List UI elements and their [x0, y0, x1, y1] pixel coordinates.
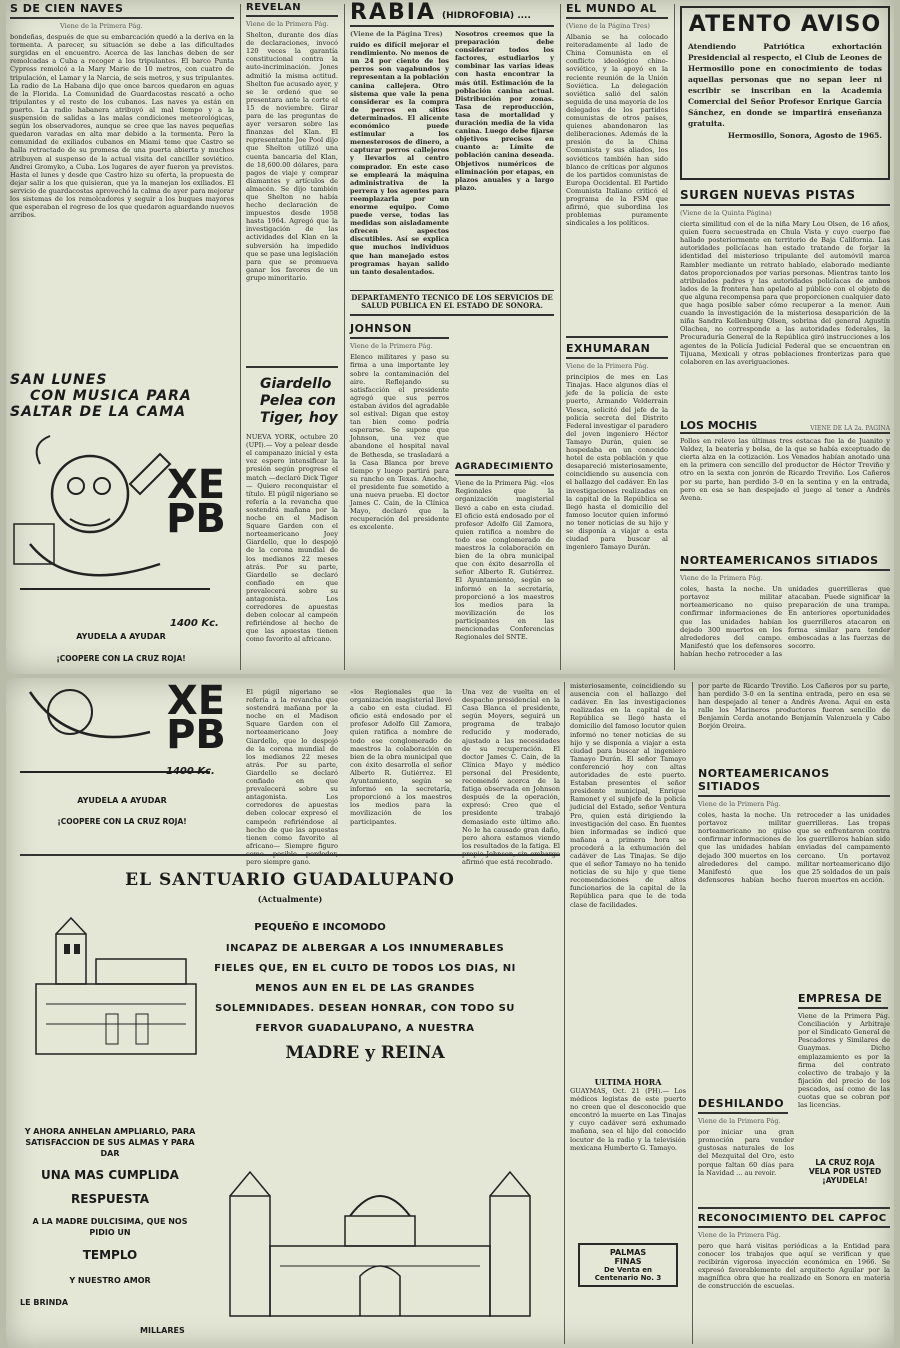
santuario-left8: MILLARES: [140, 1326, 185, 1335]
bottom-exhumaran-cont: [566, 678, 690, 1348]
deshilando-subhead: Viene de la Primera Pág.: [698, 1117, 781, 1126]
agradecimiento-header: AGRADECIMIENTO: [455, 460, 554, 476]
el-mundo-header: EL MUNDO AL: [566, 0, 668, 19]
station-call-letters: XEPB: [166, 678, 226, 758]
norte-sitiados-subhead: Viene de la Primera Pág.: [680, 574, 763, 583]
capfoc-body: pero que hará visitas periódicas a la Entidad para conocer los trabajos que aquí se verifican y que recibirán vigorosa inyección económica en 1966. Se expresó favorablemente del arquitecto Aguilar por la magnífica obra que ha realizado en Sonora en materia de construcción de escuelas.: [698, 1241, 890, 1291]
ultima-hora-body: GUAYMAS, Oct. 21 (PH).— Los médicos legistas de este puerto no creen que el desconocido que encontró la muerte en Las Tinajas y cuyo cadáver será exhumado mañana, sea el hijo del conocido locutor de la radio y la televisión mexicana Humberto G. Tamayo.: [570, 1087, 686, 1152]
santuario-left3: RESPUESTA: [71, 1192, 149, 1206]
column-right: [676, 0, 894, 674]
ad-cruz-roja: ¡COOPERE CON LA CRUZ ROJA!: [56, 654, 186, 663]
bottom-exhumaran-body: misteriosamente, coincidiendo su ausencia con el hallazgo del cadáver. En las investigaciones realizadas en la capital de la República se llegó hasta el domicilio del famoso locutor quien informó no tener noticias de su hijo y se disponía a viajar a esta ciudad para buscar al ingeniero Tamayo Durán. El señor Tamayo conferenció hoy con altas autoridades de este puerto. Estaban presentes el señor presidente municipal, Enrique Ramonet y el subjefe de la policía judicial del Estado, señor Ventura Pro, quien está dirigiendo la investigación del caso. En fuentes bien informadas se indicó que mañana a primera hora se procederá a la exhumación del cadáver de Las Tinajas. Se dijo que el señor Tamayo no ha tenido noticias de su hijo y que tiene recomendaciones de altos funcionarios de la capital de la República para que le de toda clase de facilidades.: [570, 682, 686, 909]
column-rule: [240, 4, 241, 670]
column-rule: [344, 4, 345, 670]
bottom-mochis-body: por parte de Ricardo Treviño. Los Cañeros por su parte, han perdido 3-0 en la sentina entrada, pero en esa se han despejado al tener a Andrés Avena. Aquí en esta ralle los Marineros productores fueron sencillo de Benjamín Cerda anotando Benjamín Valenzuela y Cabo Borjón Oreira.: [698, 682, 890, 731]
ad-ayudela: AYUDELA A AYUDAR: [77, 796, 167, 805]
lower-stories: [350, 314, 554, 662]
rabia-headline: [350, 0, 554, 27]
giardello-body: NUEVA YORK, octubre 20 (UPI).— Voy a pelear desde el campanazo inicial y esta vez espero intensificar la presión según progrese el match —declaró Dick Tiger— Quiero reconquistar el título. El púgil nigeriano se refería a la revancha que sostendrá mañana por la noche en el Madison Square Garden con el norteamericano Joey Giardello, que lo despojó de la corona mundial de los medianos 22 meses atrás. Por su parte, Giardello se declaró confiado en que prevalecerá sobre su antagonista. Los corredores de apuestas deben colocar al campeón refiriéndose al hecho de que las apuestas tienen como favorito al africano.: [246, 433, 338, 644]
nuevas-pistas-subhead: (Viene de la Quinta Página): [680, 209, 772, 217]
station-frequency: 1400 Kc.: [170, 618, 219, 629]
rabia-col-a: [350, 30, 449, 290]
bottom-newspaper-scan: [6, 678, 894, 1348]
santuario-left5: TEMPLO: [82, 1248, 138, 1262]
nuevas-pistas-header: SURGEN NUEVAS PISTAS: [680, 186, 890, 206]
column-el-mundo: [562, 0, 672, 674]
santuario-ad: [20, 854, 560, 1340]
capfoc-header: RECONOCIMIENTO DEL CAPFOC: [698, 1207, 890, 1228]
bottom-norte-header: NORTEAMERICANOS SITIADOS: [698, 765, 890, 797]
revelan-body: Shelton, durante dos días de declaraciones, invocó 120 veces la garantía constitucional contra la auto-incriminación. Jones admitió la misma actitud. Shelton fue acusado ayer, y se le ordenó que se presentara ante la corte el 15 de noviembre. Girar para de las preguntas de ayer versaron sobre las finanzas del Klan. El representante Joe Pool dijo que Shelton utilizó una cuenta bancaria del Klan, de 18,600.00 dólares, para pagos de viaje y comprar diamantes y artículos de almacén. Se dijo también que Shelton no había hecho declaración de impuestos desde 1958 hasta 1964. Agregó que la investigación de las actividades del Klan en la subversión ha impedido que se pase una legislación para que se promueva ganar los favores de un grupo minoritario.: [246, 31, 338, 282]
cruz-line2: VELA POR USTED: [808, 1167, 882, 1176]
santuario-left7: LE BRINDA: [20, 1298, 69, 1307]
santuario-madre: MADRE y REINA: [285, 1043, 445, 1063]
santuario-left2: UNA MAS CUMPLIDA: [41, 1168, 179, 1182]
santuario-left6: Y NUESTRO AMOR: [69, 1276, 151, 1285]
station-logo: [166, 462, 226, 542]
ad-line-saltar: SALTAR DE LA CAMA: [10, 404, 187, 420]
palmas-line1: PALMAS: [609, 1248, 647, 1257]
norte-sitiados-body: coles, hasta la noche. Un portavoz militar norteamericano no quiso confirmar informaciones de que las unidades habían dejado 300 muertos en los alrededores del campo. Manifestó que los defensores habían hecho retroceder a las unidades guerrilleras que atacaban. Puede significar la preparación de una trampa. En anteriores oportunidades los guerrilleros atacaron en forma similar para tender emboscadas a las fuerzas de socorro.: [680, 585, 890, 658]
el-mundo-body: Albania se ha colocado reiteradamente al lado de China Comunista en el conflicto ideológico chino-soviético, y la apoyó en la reciente reunión de la Unión Soviética. La delegación soviética salió del salón seguida de una mayoría de los delegados de los partidos comunistas de otros países, quienes abandonaron las deliberaciones. Además de la presión de la China Comunista y sus aliados, los soviéticos también han sido blanco de críticas por algunos de los partidos comunistas de Europa Occidental. El Partido Comunista Italiano criticó el programa de la FSM que afirmó, que subordina los problemas puramente sindicales a los políticos.: [566, 33, 668, 228]
ad-line-musica: CON MUSICA PARA: [30, 388, 192, 404]
column-rule: [692, 682, 693, 1344]
column-rabia: [346, 0, 558, 674]
ad-ayudela: AYUDELA A AYUDAR: [76, 632, 166, 641]
column-rule: [564, 682, 565, 1344]
palmas-line3: De Venta en: [604, 1266, 652, 1274]
mochis-header: LOS MOCHIS: [680, 419, 758, 433]
rabia-header: RABIA: [350, 0, 436, 25]
column-rule: [674, 4, 675, 670]
bottom-giardello-cont: [242, 678, 342, 866]
santuario-line1: PEQUEÑO E INCOMODO: [254, 922, 386, 933]
palmas-line4: Centenario No. 3: [594, 1274, 662, 1282]
cruz-line1: LA CRUZ ROJA: [815, 1158, 875, 1167]
palmas-line2: FINAS: [614, 1257, 642, 1266]
bottom-giardello-body: El púgil nigeriano se refería a la revancha que sostendrá mañana por la noche en el Madison Square Garden con el norteamericano Joey Giardello, que lo despojó de la corona mundial de los medianos 22 meses atrás. Por su parte, Giardello se declaró confiado en que prevalecerá sobre su antagonista. Los corredores de apuestas deben colocar expresó el campeón refiriéndose al hecho de que las apuestas tienen como favorito al africano— Siempre figuro como posible perdedor, pero siempre gano.: [246, 688, 338, 866]
exhumaran-header: EXHUMARAN: [566, 336, 668, 359]
rabia-body-a: ruido es difícil mejorar el rendimiento. No menos de un 24 por ciento de los perros son vagabundos y representan a la población canina callejera. Otro sistema que vale la pena considerar es la compra de perros en sitios determinados. El alicente económico puede estimular a los menesterosos de dinero, a capturar perros callejeros y llevarlos al centro comprador. En este caso se empleará la máquina administrativa de la perrera y los agentes para reemplazarla por un enorme equipo. Como puede verse, todas las medidas son aisladamente ofrecen aspectos discutibles. Así se explica que muchos individuos que han manejado estos programas hayan salido un tanto desalentados.: [350, 41, 449, 276]
ad-cruz-roja: ¡COOPERE CON LA CRUZ ROJA!: [57, 817, 187, 826]
station-frequency: 1400 Kc.: [166, 766, 215, 777]
rabia-col-b: [455, 30, 554, 290]
cien-naves-subhead: Viene de la Primera Pág.: [60, 22, 143, 30]
church-illustration-top: [26, 914, 206, 1074]
bottom-norte-subhead: Viene de la Primera Pág.: [698, 800, 781, 808]
santuario-left4: A LA MADRE DULCISIMA, QUE NOS PIDIO UN: [32, 1217, 188, 1237]
rabia-header-sub: (HIDROFOBIA) ....: [441, 11, 531, 21]
johnson-story: [350, 320, 449, 662]
giardello-story: [246, 366, 338, 653]
santuario-sub: (Actualmente): [257, 894, 323, 904]
agradecimiento-body: Viene de la Primera Pág. «los Regionales que la organización magisterial llevó a cabo en esta ciudad. El oficio está endosado por el profesor Adolfo Gil Zamora, quien ratifica a nombre de todo ese conglomerado de maestros la colaboración en bien de la obra municipal que con éxito desarrolla el señor Alberto R. Gutiérrez. El Ayuntamiento, según se informó en la secretaría, proporcionó a los maestros los medios para la movilización de los participantes en las mencionadas Conferencias Regionales del SNTE.: [455, 479, 554, 642]
johnson-header: JOHNSON: [350, 320, 449, 339]
exhumaran-subhead: Viene de la Primera Pág.: [566, 362, 649, 371]
atento-aviso-box: [680, 6, 890, 180]
rabia-subhead: (Viene de la Página Tres): [350, 30, 443, 38]
bottom-johnson-cont: [458, 678, 564, 866]
bottom-agradecimiento-cont: [346, 678, 456, 828]
johnson-subhead: Viene de la Primera Pág.: [350, 342, 433, 351]
empresa-body: Viene de la Primera Pág. Conciliación y Arbitraje por el Sindicato General de Pescadores y Similares de Guaymas. Dicho emplazamiento es por la firma del contrato colectivo de trabajo y la fijación del precio de los pescados, así como de las cuotas que se cobran por las licencias.: [798, 1012, 890, 1110]
santuario-left1: Y AHORA ANHELAN AMPLIARLO, PARA SATISFACCION DE SUS ALMAS Y PARA DAR: [24, 1127, 196, 1158]
mochis-heading: [680, 419, 890, 434]
deshilando-header: DESHILANDO: [698, 1095, 788, 1114]
bottom-right-column: [694, 678, 894, 1348]
santuario-title: EL SANTUARIO GUADALUPANO: [125, 870, 455, 890]
cruz-roja-box: [802, 1158, 888, 1185]
column-revelan: [242, 0, 342, 674]
giardello-title: Giardello Pelea con Tiger, hoy: [260, 376, 338, 427]
rabia-body-b: Nosotros creemos que la preparación debe considerar todos los factores, estudiarlos y combinar las varias ideas con hasta encontrar la más útil. Estimación de la población canina actual. Distribución por zonas. Tasa de reproducción, tasa de mortalidad y duración media de la vida canina. Luego debe fijarse objetivos precisos en cuanto a: Límite de población canina deseada. Objetivos numéricos de eliminación por etapas, en plazos anuales y a largo plazo.: [455, 30, 554, 192]
column-rule: [560, 4, 561, 670]
aviso-body: Atendiendo Patriótica exhortación Presidencial al respecto, el Club de Leones de Hermosillo pone en conocimiento de todas aquellas personas que no sepan leer ni escribir se inscriban en la Academia Comercial del Señor Profesor Enrique García Sánchez, en donde se impartirá enseñanza gratuita.: [688, 42, 882, 128]
cruz-line3: ¡AYUDELA!: [822, 1176, 868, 1185]
xepb-radio-ad: [10, 372, 232, 672]
cien-naves-header: S DE CIEN NAVES: [10, 0, 234, 19]
mochis-body: Pollos en relevo las últimas tres estacas fue la de Juanito y Valdez, la beatería y bolsa, de la que se había exceptuado de cierta alza en la cotización. Los Venados habían anotado una en la primera con sencillo del productor de Héctor Treviño y otro en la sexta con jonrón de Ricardo Treviño. Los Cañeros por su parte, han perdido 3-0 en la sentina y en la entrada, pero en esa se han despejado el juego al tener a Andrés Avena.: [680, 437, 890, 502]
johnson-body: Elenco militares y paso su firma a una importante ley sobre la contaminación del aire. Reflejando su satisfacción el presidente agregó que sus perros estaban ávidos del agradable sol estival: Digan que estoy tan bien como podría esperarse. Se supone que Johnson, una vez que abandone el hospital naval de Bethesda, se trasladará a la Casa Blanca por breve tiempo y luego partirá para su rancho en Texas. Anoche, el presidente fue sometido a una nueva prueba. El doctor James C. Cain, de la Clínica Mayo, declaró que la recuperación del presidente es excelente.: [350, 353, 449, 532]
empresa-header: EMPRESA DE: [798, 990, 888, 1009]
church-illustration-bottom: [210, 1156, 550, 1326]
nuevas-pistas-body: cierta similitud con el de la niña Mary Lou Olsen, de 16 años, quien fuera secuestrada en Chula Vista y cuyo cuerpo fue hallado posteriormente en territorio de Baja California. Las autoridades policíacas han estado tratando de forjar la identidad del misterioso tripulante del automóvil marca Rambler mediante un retrato hablado, elaborado mediante datos proporcionados por varias personas. Mientras tanto los atribulados padres y las autoridades policíacas de ambos lados de la frontera han apelado al público con el objeto de que alguna recompensa para que proporcionen cualquier dato que haga posible saber cómo recuperar a la menor. Aun cuando la investigación de la misteriosa desaparición de la niña Sandra Kellenburg Olsen, sobrina del general Agustín Olachea, no corresponde a las autoridades federales, la Procuraduría General de la República giró instrucciones a los agentes de la Policía Judicial Federal que se encuentran en Tijuana, Mexicali y otras poblaciones fronterizas para que colaboren en las averiguaciones.: [680, 220, 890, 366]
top-newspaper-scan: [6, 0, 894, 674]
el-mundo-subhead: (Viene de la Página Tres): [566, 22, 650, 30]
ultima-hora-header: ULTIMA HORA: [594, 1077, 662, 1087]
palmas-finas-ad: [578, 1243, 678, 1287]
deshilando-body: por iniciar una gran promoción para vender gustosas naturales de los del Mezquital del Oro, esto porque faltan 60 días para la Navidad ... au revoir.: [698, 1128, 794, 1177]
rabia-columns: [350, 30, 554, 290]
revelan-header: REVELAN: [246, 0, 338, 17]
ad-line-san-lunes: SAN LUNES: [10, 372, 108, 388]
santuario-body: INCAPAZ DE ALBERGAR A LOS INNUMERABLES FIELES QUE, EN EL CULTO DE TODOS LOS DIAS, NI MENOS AUN EN EL DE LAS GRANDES SOLEMNIDADES. DESEAN HONRAR, CON TODO SU FERVOR GUADALUPANO, A NUESTRA: [214, 943, 516, 1034]
station-call-letters: XEPB: [166, 462, 226, 542]
capfoc-subhead: Viene de la Primera Pág.: [698, 1230, 781, 1239]
revelan-subhead: Viene de la Primera Pág.: [246, 20, 329, 28]
aviso-signature: Hermosillo, Sonora, Agosto de 1965.: [727, 131, 882, 140]
aviso-title: ATENTO AVISO: [688, 12, 882, 37]
bottom-agradecimiento-body: «los Regionales que la organización magisterial llevó a cabo en esta ciudad. El oficio está endosado por el profesor Adolfo Gil Zamora, quien ratifica a nombre de todo ese conglomerado de maestros la colaboración en bien de la obra municipal que con éxito desarrolla el señor Alberto R. Gutiérrez. El Ayuntamiento, según se informó en la secretaría, proporcionó a los maestros los medios para la movilización de los participantes.: [350, 688, 452, 826]
norte-sitiados-header: NORTEAMERICANOS SITIADOS: [680, 552, 890, 571]
mochis-subhead: VIENE DE LA 2a. PAGINA: [810, 425, 890, 433]
bottom-johnson-body: Una vez de vuelta en el despacho presidencial en la Casa Blanca el presidente, según Moyers, seguirá un programa de trabajo reducido y moderado, ajustado a las necesidades de su recuperación. El doctor James C. Cain, de la Clínica Mayo y médico personal del Presidente, recomendó acerca de la fatiga observada en Johnson después de la operación, expresó: Creo que el presidente trabajó demasiado este último año. No le ha causado gran daño, pero ahora estamos viendo los resultados de la fatiga. El propio Johnson, sin embargo afirmó que está recobrado.: [462, 688, 560, 866]
exhumaran-body: principios de mes en Las Tinajas. Hace algunos días el jefe de la policía de este puerto, Armando Velderrain Viesca, solicitó del jefe de la policía secreta del Distrito Federal investigar el paradero del joven ingeniero Héctor Tamayo Durán, quien se hospedaba en un conocido hotel de esta población y que desapareció misteriosamente, coincidiendo su ausencia con el hallazgo del cadáver. En las investigaciones realizadas en la capital de la República se llegó hasta el domicilio del famoso locutor quien informó no tener noticias de su hijo y se disponía a viajar a esta ciudad para buscar al ingeniero Tamayo Durán.: [566, 373, 668, 552]
agradecimiento-story: [455, 320, 554, 662]
rabia-department: DEPARTAMENTO TECNICO DE LOS SERVICIOS DE SALUD PUBLICA EN EL ESTADO DE SONORA.: [350, 290, 554, 310]
column-cien-naves: [6, 0, 238, 674]
bottom-norte-body: coles, hasta la noche. Un portavoz militar norteamericano no quiso confirmar informaciones de que las unidades habían dejado 300 muertos en los alrededores del campo. Manifestó que los defensores habían hecho retroceder a las unidades guerrilleras. Las tropas que se enfrentaron contra los guerrilleros habían sido enviadas del campamento cercano. Un portavoz militar norteamericano dijo que 25 soldados de un país fueron muertos en acción.: [698, 811, 890, 884]
cien-naves-body: bondeñas, después de que su embarcación quedó a la deriva en la tormenta. A parecer, su situación se debe a las dificultades surgidas en el encuentro. Acerca de las lanchas deben de ser remolcadas a Cuba a recoger a los tripulantes. El barco Punta Cypress remolcó a la Mary Marie de 10 metros, con cuatro de tripulación, el Lamar y la Narcia, de seis metros, y sus tripulantes. La radio de La Habana dijo que once barcos quedaron en aguas de la Florida. La Comunidad de Guardacostas rescató a ocho tripulantes y el resto de los cubanos. Las naves ya están en puerto. La radio habanera atribuyó al mal tiempo y a la suspensión de salidas a las malas condiciones meteorológicas, según los observadores, aunque se cree que las naves pequeñas quedaron varadas en alta mar debido a la tormenta. Pero la comunidad de exiliados cubanos en Miami teme que Castro se halla retractado de su promesa de una puerta abierta y muchos atribuyen al suspenso de la actual visita del canciller soviético. Andrei Gromyko, a Cuba. Los lugares de ayer fueron ya previstos. Hasta el lunes y desde que Castro hizo su oferta, la propuesta de dejar salir a los que quisieran, que ya la manejan los exiliados. El servicio de guardacostas aprovechó la calma de ayer para mejorar los sistemas de los remolcadores y seguir a los buques mayores que esperaban el regreso de los que quedaron aguardando nuevos arribos.: [10, 33, 234, 220]
